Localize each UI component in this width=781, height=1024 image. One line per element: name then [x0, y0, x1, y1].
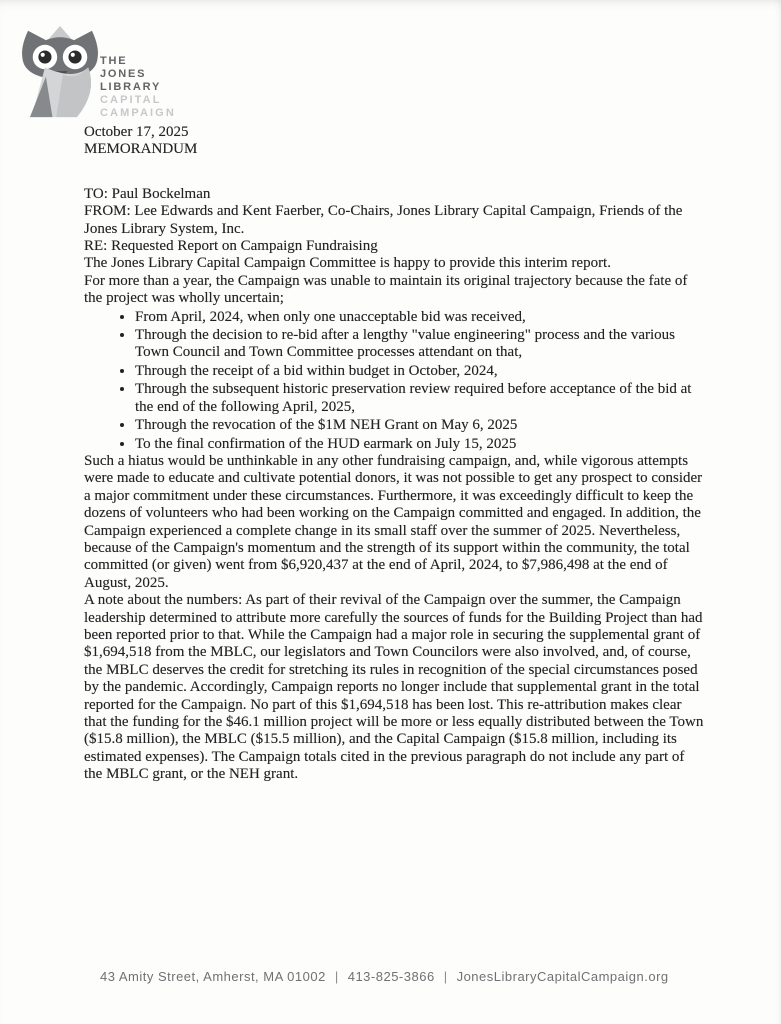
intro-paragraph: The Jones Library Capital Campaign Committee is happy to provide this interim report.: [84, 255, 611, 272]
letterhead-footer: [100, 969, 669, 984]
timeline-bullet: • From April, 2024, when only one unacceptable bid was received,: [135, 308, 706, 326]
timeline-bullet: • Through the receipt of a bid within budget in October, 2024,: [135, 362, 706, 380]
memo-re-line: RE: Requested Report on Campaign Fundraising: [84, 238, 378, 255]
logo-line-the: THE: [100, 55, 128, 67]
footer-phone: 413-825-3866: [347, 969, 435, 984]
numbers-note-paragraph: A note about the numbers: As part of their revival of the Campaign over the summer, the Campaign leadership determined to attribute more carefully the sources of funds for the Building Project than had been reported prior to that. While the Campaign had a major role in securing the supplemental grant of $1,694,518 from the MBLC, our legislators and Town Councilors were also involved, and, of course, the MBLC deserves the credit for stretching its rules in recognition of the special circumstances posed by the pandemic. Accordingly, Campaign reports no longer include that supplemental grant in the total reported for the Campaign. No part of this $1,694,518 has been lost. This re-attribution makes clear that the funding for the $46.1 million project will be more or less equally distributed between the Town ($15.8 million), the MBLC ($15.5 million), and the Capital Campaign ($15.8 million, including its estimated expenses). The Campaign totals cited in the previous paragraph do not include any part of the MBLC grant, or the NEH grant.: [84, 592, 704, 783]
logo-line-jones: JONES: [100, 68, 147, 80]
logo-line-campaign: CAMPAIGN: [100, 107, 176, 119]
memo-heading: MEMORANDUM: [84, 141, 198, 158]
context-lead-paragraph: For more than a year, the Campaign was unable to maintain its original trajectory because the fate of the project was wholly uncertain;: [84, 272, 688, 307]
footer-separator: |: [334, 969, 339, 984]
footer-website: JonesLibraryCapitalCampaign.org: [456, 969, 669, 984]
memo-date: October 17, 2025: [84, 124, 189, 140]
footer-address: 43 Amity Street, Amherst, MA 01002: [100, 969, 326, 984]
logo-wordmark: [100, 55, 176, 120]
timeline-bullet: • Through the revocation of the $1M NEH Grant on May 6, 2025: [135, 416, 706, 434]
memo-to-line: TO: Paul Bockelman: [84, 185, 211, 202]
timeline-bullet-list: [84, 308, 706, 453]
logo-line-capital: CAPITAL: [100, 94, 162, 106]
footer-separator: |: [443, 969, 448, 984]
logo-line-library: LIBRARY: [100, 81, 162, 93]
owl-logo-icon: [18, 26, 102, 125]
hiatus-paragraph: Such a hiatus would be unthinkable in any other fundraising campaign, and, while vigorous attempts were made to educate and cultivate potential donors, it was not possible to get any prospect to consider a major commitment under these circumstances. Furthermore, it was exceedingly difficult to keep the dozens of volunteers who had been working on the Campaign committed and engaged. In addition, the Campaign experienced a complete change in its small staff over the summer of 2025. Nevertheless, because of the Campaign's momentum and the strength of its support within the community, the total committed (or given) went from $6,920,437 at the end of April, 2024, to $7,986,498 at the end of August, 2025.: [84, 452, 703, 591]
memo-body: [84, 124, 706, 784]
timeline-bullet: • Through the decision to re-bid after a lengthy "value engineering" process and the various Town Council and Town Committee processes attendant on that,: [135, 326, 706, 362]
address-block: [84, 186, 706, 238]
timeline-bullet: • To the final confirmation of the HUD earmark on July 15, 2025: [135, 435, 706, 453]
timeline-bullet: • Through the subsequent historic preservation review required before acceptance of the bid at the end of the following April, 2025,: [135, 380, 706, 416]
memo-from-line: FROM: Lee Edwards and Kent Faerber, Co-Chairs, Jones Library Capital Campaign, Friends of the Jones Library System, Inc.: [84, 203, 683, 237]
